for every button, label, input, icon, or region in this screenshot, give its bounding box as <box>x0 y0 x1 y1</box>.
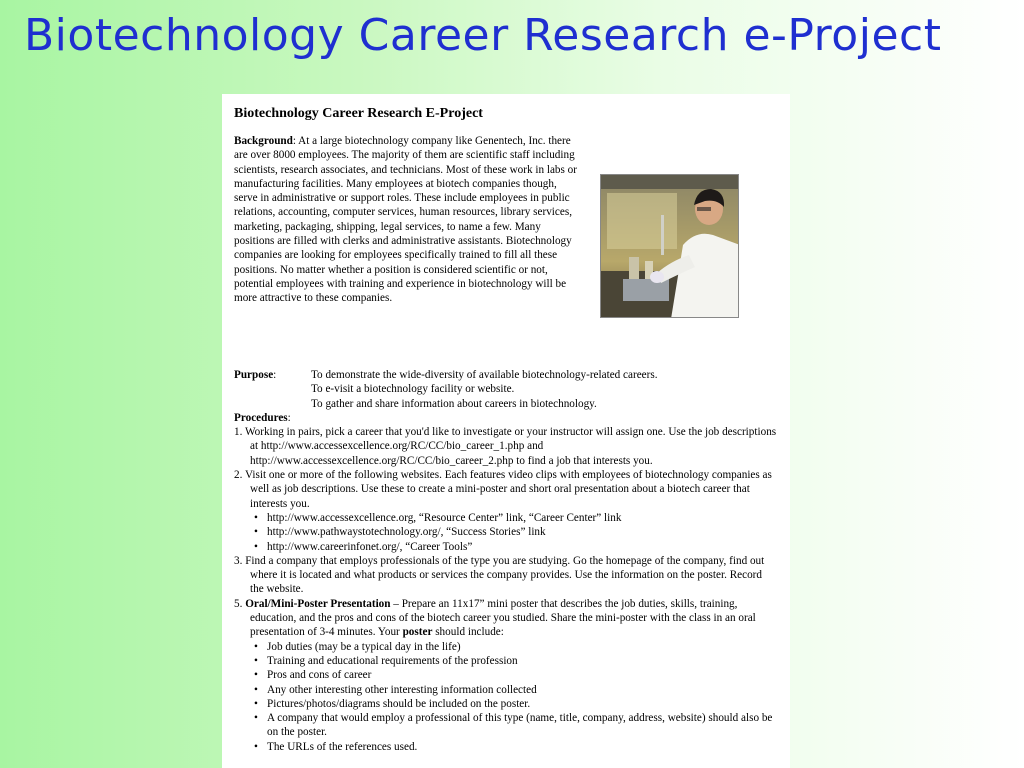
purpose-line: To demonstrate the wide-diversity of available biotechnology-related careers. <box>311 369 658 381</box>
poster-requirement-item: • Training and educational requirements of the profession <box>254 654 778 668</box>
slide-title: Biotechnology Career Research e-Project <box>24 10 942 61</box>
presentation-label: Oral/Mini-Poster Presentation <box>245 597 391 610</box>
document-page <box>222 94 790 768</box>
background-paragraph <box>234 134 580 306</box>
poster-keyword: poster <box>402 626 433 639</box>
website-list-item: • http://www.accessexcellence.org, “Resource Center” link, “Career Center” link <box>254 511 778 525</box>
procedure-step-5: 5. Oral/Mini-Poster Presentation – Prepare an 11x17” mini poster that describes the job duties, skills, training, education, and the pros and cons of the biotech career you studied. Share the mini-poster with the class in an oral presentation of 3-4 minutes. Your poster should include: <box>234 597 756 639</box>
purpose-line: To gather and share information about careers in biotechnology. <box>311 397 597 410</box>
website-list-item: • http://www.careerinfonet.org/, “Career Tools” <box>254 540 778 554</box>
procedure-step-2: 2. Visit one or more of the following websites. Each features video clips with employees of biotechnology companies as well as job descriptions. Use these to create a mini-poster and short oral presentation about a biotech career that interests you. <box>234 469 772 510</box>
poster-requirement-item: • Job duties (may be a typical day in the life) <box>254 640 778 654</box>
poster-requirement-item: • Any other interesting other interesting information collected <box>254 683 778 697</box>
procedure-step-1: 1. Working in pairs, pick a career that you'd like to investigate or your instructor will assign one. Use the job descriptions at http://www.accessexcellence.org/RC/CC/bio_career_1.php and http://www.accessexcellence.org/RC/CC/bio_career_2.php to find a job that interests you. <box>234 426 777 467</box>
poster-requirement-item: • Pros and cons of career <box>254 668 778 682</box>
purpose-heading: Purpose: <box>234 369 277 381</box>
purpose-line: To e-visit a biotechnology facility or website. <box>311 383 515 396</box>
procedure-step-3: 3. Find a company that employs professionals of the type you are studying. Go the homepage of the company, find out where it is located and what products or services the company provides. Use the information on the poster. Record the website. <box>234 554 765 596</box>
website-list <box>234 511 778 554</box>
poster-requirement-item: • The URLs of the references used. <box>254 740 778 754</box>
website-list-item: • http://www.pathwaystotechnology.org/, “Success Stories” link <box>254 525 778 539</box>
background-label: Background <box>234 135 293 147</box>
background-section <box>234 134 778 358</box>
poster-requirement-item: • A company that would employ a professional of this type (name, title, company, address, website) should also be on the poster. <box>254 711 778 740</box>
purpose-section <box>234 368 778 411</box>
poster-requirements-list <box>234 640 778 754</box>
document-title: Biotechnology Career Research E-Project <box>234 106 483 121</box>
background-text: : At a large biotechnology company like Genentech, Inc. there are over 8000 employees. The majority of them are scientific staff including scientists, research associates, and technicians. Most of these work in labs or manufacturing facilities. Many employees at biotech companies though, serve in administrative or support roles. These include employees in public relations, accounting, computer services, human resources, library services, marketing, packaging, shipping, legal services, to name a few. Many positions are filled with clerks and administrative assistants. Biotechnology companies are looking for employees specifically trained to fill all these positions. No matter whether a position is considered scientific or not, potential employees with training and experience in biotechnology will be more attractive to these companies. <box>234 135 577 305</box>
lab-scientist-photo <box>600 174 739 318</box>
poster-requirement-item: • Pictures/photos/diagrams should be included on the poster. <box>254 697 778 711</box>
procedures-heading: Procedures: <box>234 411 291 424</box>
